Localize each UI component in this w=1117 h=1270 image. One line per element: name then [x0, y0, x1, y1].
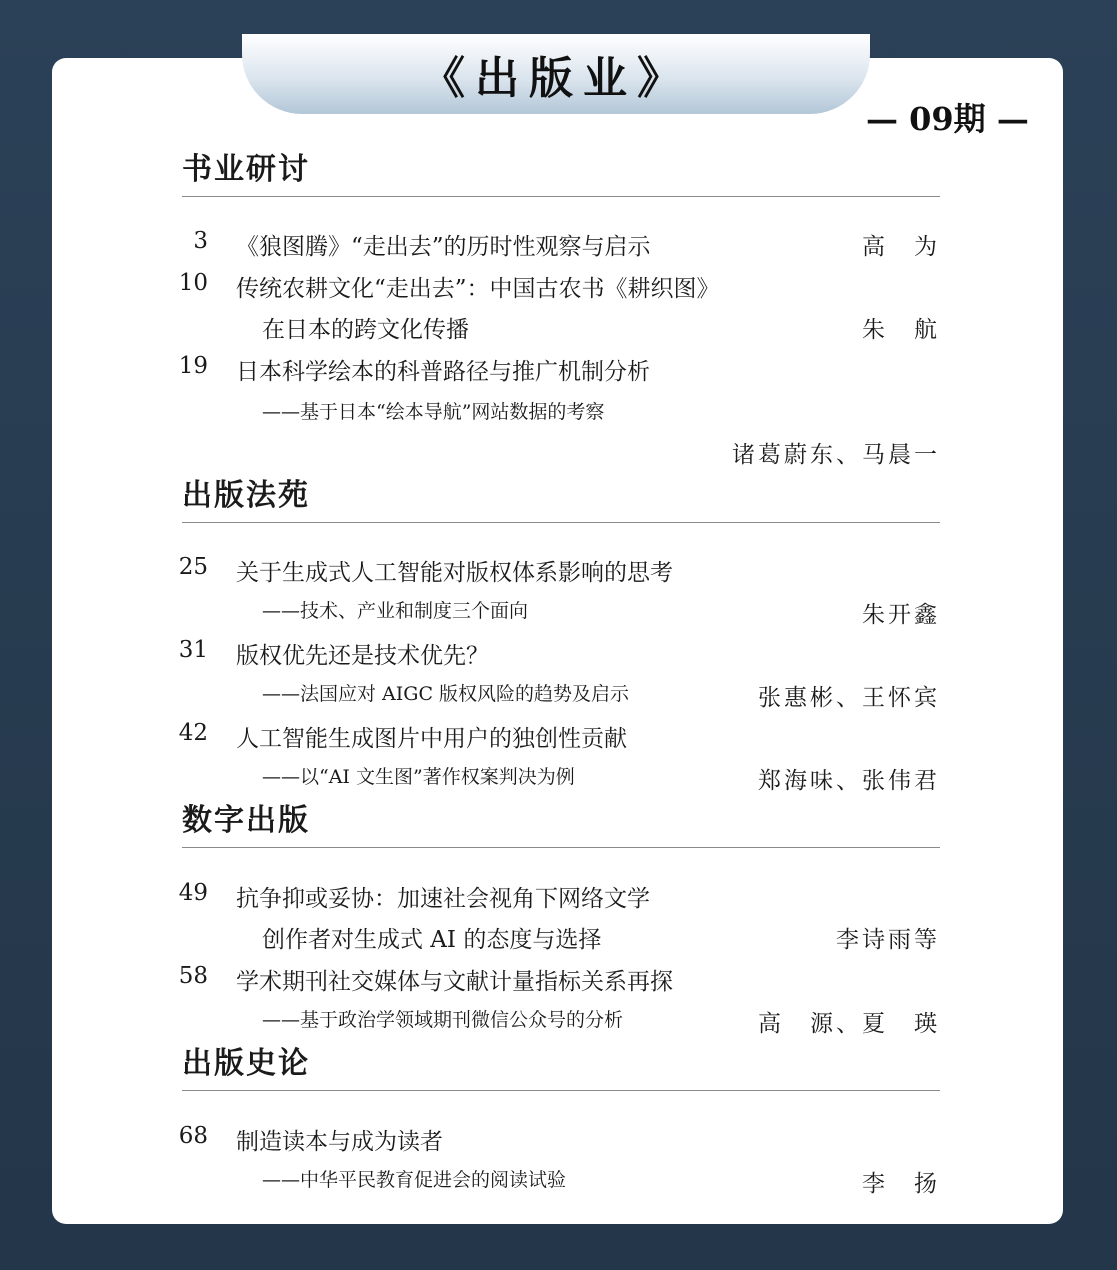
article-title: 人工智能生成图片中用户的独创性贡献	[236, 726, 627, 752]
article-title: 日本科学绘本的科普路径与推广机制分析	[236, 359, 650, 385]
article-title: 学术期刊社交媒体与文献计量指标关系再探	[236, 969, 673, 995]
magazine-title-banner	[242, 34, 870, 114]
toc-entry-subtitle	[178, 679, 940, 713]
article-author: 高 源、夏 瑛	[758, 1011, 940, 1037]
article-subtitle: ——技术、产业和制度三个面向	[262, 600, 529, 622]
article-subtitle: ——法国应对 AIGC 版权风险的趋势及启示	[262, 683, 630, 705]
toc-entry-subtitle	[178, 596, 940, 630]
section-divider	[182, 522, 940, 523]
magazine-title: 《出版业》	[421, 53, 691, 104]
toc-entry-author-line	[178, 436, 940, 470]
section-heading	[182, 1044, 940, 1091]
toc-entry-subtitle	[178, 762, 940, 796]
toc-entry[interactable]	[178, 554, 940, 588]
toc-entry[interactable]	[178, 880, 940, 914]
page-number: 42	[178, 720, 208, 746]
issue-number: — 09期 —	[866, 100, 1029, 138]
section-title: 数字出版	[182, 803, 310, 838]
article-author: 李 扬	[862, 1171, 940, 1197]
section-heading	[182, 150, 940, 197]
article-title-continuation: 在日本的跨文化传播	[262, 317, 469, 343]
article-author: 张惠彬、王怀宾	[758, 685, 940, 711]
article-title: 传统农耕文化“走出去”：中国古农书《耕织图》	[236, 276, 720, 302]
toc-entry-continuation	[178, 311, 940, 345]
toc-entry-subtitle	[178, 1005, 940, 1039]
article-author: 朱 航	[862, 317, 940, 343]
page-number: 3	[193, 228, 208, 254]
article-author: 郑海味、张伟君	[758, 768, 940, 794]
article-title: 《狼图腾》“走出去”的历时性观察与启示	[236, 234, 651, 260]
article-author: 朱开鑫	[862, 602, 940, 628]
article-subtitle: ——基于日本“绘本导航”网站数据的考察	[262, 401, 605, 423]
section-title: 书业研讨	[182, 152, 310, 187]
section-divider	[182, 196, 940, 197]
article-author: 高 为	[862, 234, 940, 260]
toc-entry-subtitle	[178, 1165, 940, 1199]
toc-entry-continuation	[178, 921, 940, 955]
section-divider	[182, 1090, 940, 1091]
article-author: 诸葛蔚东、马晨一	[732, 442, 940, 468]
toc-entry-subtitle	[178, 397, 940, 431]
article-subtitle: ——中华平民教育促进会的阅读试验	[262, 1169, 567, 1191]
article-author: 李诗雨等	[836, 927, 940, 953]
toc-entry[interactable]	[178, 353, 940, 387]
page-number: 68	[178, 1123, 208, 1149]
section-heading	[182, 476, 940, 523]
article-title: 关于生成式人工智能对版权体系影响的思考	[236, 560, 673, 586]
section-title: 出版法苑	[182, 478, 310, 513]
article-title: 版权优先还是技术优先？	[236, 643, 489, 669]
toc-entry[interactable]	[178, 1123, 940, 1157]
article-title-continuation: 创作者对生成式 AI 的态度与选择	[262, 927, 602, 953]
page-number: 25	[178, 554, 208, 580]
article-title: 抗争抑或妥协：加速社会视角下网络文学	[236, 886, 650, 912]
page-number: 31	[178, 637, 208, 663]
page-number: 10	[178, 270, 208, 296]
toc-entry[interactable]	[178, 637, 940, 671]
page-number: 19	[178, 353, 208, 379]
section-title: 出版史论	[182, 1046, 310, 1081]
article-title: 制造读本与成为读者	[236, 1129, 443, 1155]
toc-entry[interactable]	[178, 963, 940, 997]
section-heading	[182, 801, 940, 848]
toc-entry[interactable]	[178, 720, 940, 754]
page-number: 49	[178, 880, 208, 906]
toc-entry[interactable]	[178, 270, 940, 304]
article-subtitle: ——以“AI 文生图”著作权案判决为例	[262, 766, 575, 788]
toc-entry[interactable]	[178, 228, 940, 262]
article-subtitle: ——基于政治学领域期刊微信公众号的分析	[262, 1009, 624, 1031]
section-divider	[182, 847, 940, 848]
page-number: 58	[178, 963, 208, 989]
